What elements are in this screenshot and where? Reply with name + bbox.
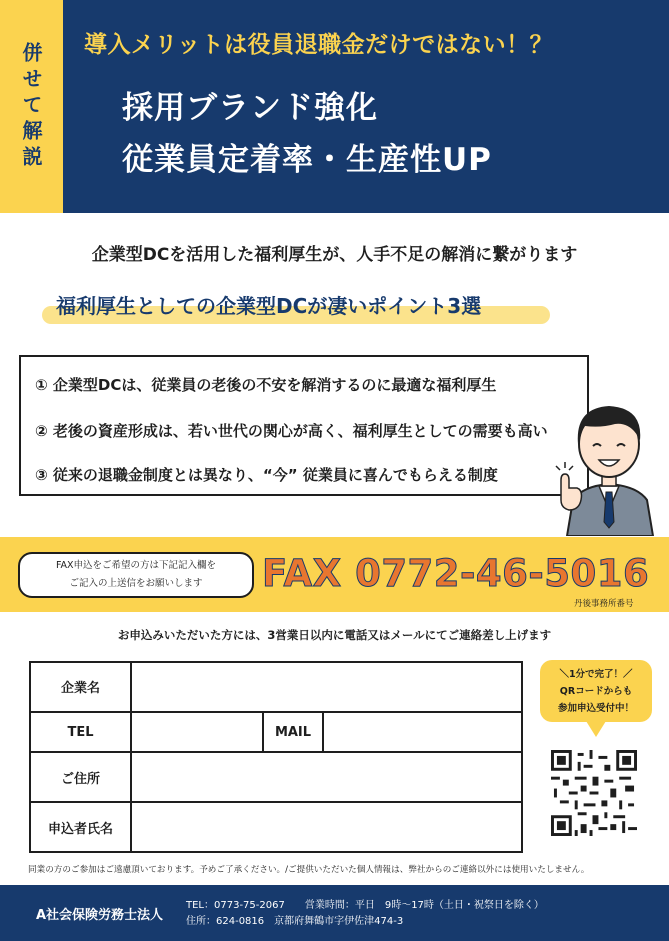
qr-callout-bubble <box>540 660 652 722</box>
application-form <box>29 661 523 853</box>
qr-code[interactable] <box>551 750 637 836</box>
qr-callout-line1: ＼1分で完了！／ <box>559 669 633 680</box>
contact-note: お申込みいただいた方には、3営業日以内に電話又はメールにてご連絡差し上げます <box>117 628 552 642</box>
lead-text: 導入メリットは役員退職金だけではない！？ <box>84 32 554 58</box>
form-label-address: ご住所 <box>30 752 131 802</box>
fax-office-note: 丹後事務所番号 <box>574 599 634 609</box>
headline-retention: 従業員定着率・生産性UP <box>122 142 492 178</box>
points-title-block <box>42 288 550 328</box>
footer-bar <box>0 885 669 941</box>
side-tab-label: 併せて解説 <box>19 41 43 172</box>
form-label-applicant: 申込者氏名 <box>30 802 131 852</box>
form-label-company: 企業名 <box>30 662 131 712</box>
applicant-field[interactable] <box>131 802 522 852</box>
fax-instruction-box <box>18 552 254 598</box>
footer-contact-info: TEL：0773-75-2067 営業時間：平日 9時～17時（土日・祝祭日を除く） <box>186 900 544 911</box>
point-item-2: ② 老後の資産形成は、若い世代の関心が高く、福利厚生としての需要も高い <box>35 422 548 440</box>
point-item-3: ③ 従来の退職金制度とは異なり、“今” 従業員に喜んでもらえる制度 <box>35 466 498 484</box>
intro-text: 企業型DCを活用した福利厚生が、人手不足の解消に繋がります <box>91 245 578 265</box>
disclaimer-text: 同業の方のご参加はご遠慮頂いております。予めご了承ください。/ご提供いただいた個人情報は、弊社からのご連絡以外には使用いたしません。 <box>28 865 590 875</box>
callout-tail <box>586 721 606 737</box>
fax-instruction-line2: ご記入の上送信をお願いします <box>69 578 203 589</box>
businessman-illustration <box>553 388 667 536</box>
qr-callout-line3: 参加申込受付中！ <box>557 703 634 714</box>
qr-callout-line2: QRコードからも <box>559 686 633 697</box>
side-tab <box>0 0 63 213</box>
headline-recruit-brand: 採用ブランド強化 <box>122 90 378 126</box>
points-title: 福利厚生としての企業型DCが凄いポイント3選 <box>56 294 482 318</box>
header-banner <box>0 0 669 213</box>
firm-name: A社会保険労務士法人 <box>36 908 164 923</box>
points-box <box>19 355 589 496</box>
form-label-tel: TEL <box>30 712 131 752</box>
company-field[interactable] <box>131 662 522 712</box>
point-item-1: ① 企業型DCは、従業員の老後の不安を解消するのに最適な福利厚生 <box>35 376 497 394</box>
fax-instruction-line1: FAX申込をご希望の方は下記記入欄を <box>55 560 217 571</box>
fax-number: FAX 0772-46-5016 <box>262 552 650 595</box>
tel-field[interactable] <box>131 712 263 752</box>
form-label-mail: MAIL <box>263 712 323 752</box>
address-field[interactable] <box>131 752 522 802</box>
mail-field[interactable] <box>323 712 522 752</box>
footer-address: 住所：624-0816 京都府舞鶴市字伊佐津474-3 <box>186 916 404 927</box>
